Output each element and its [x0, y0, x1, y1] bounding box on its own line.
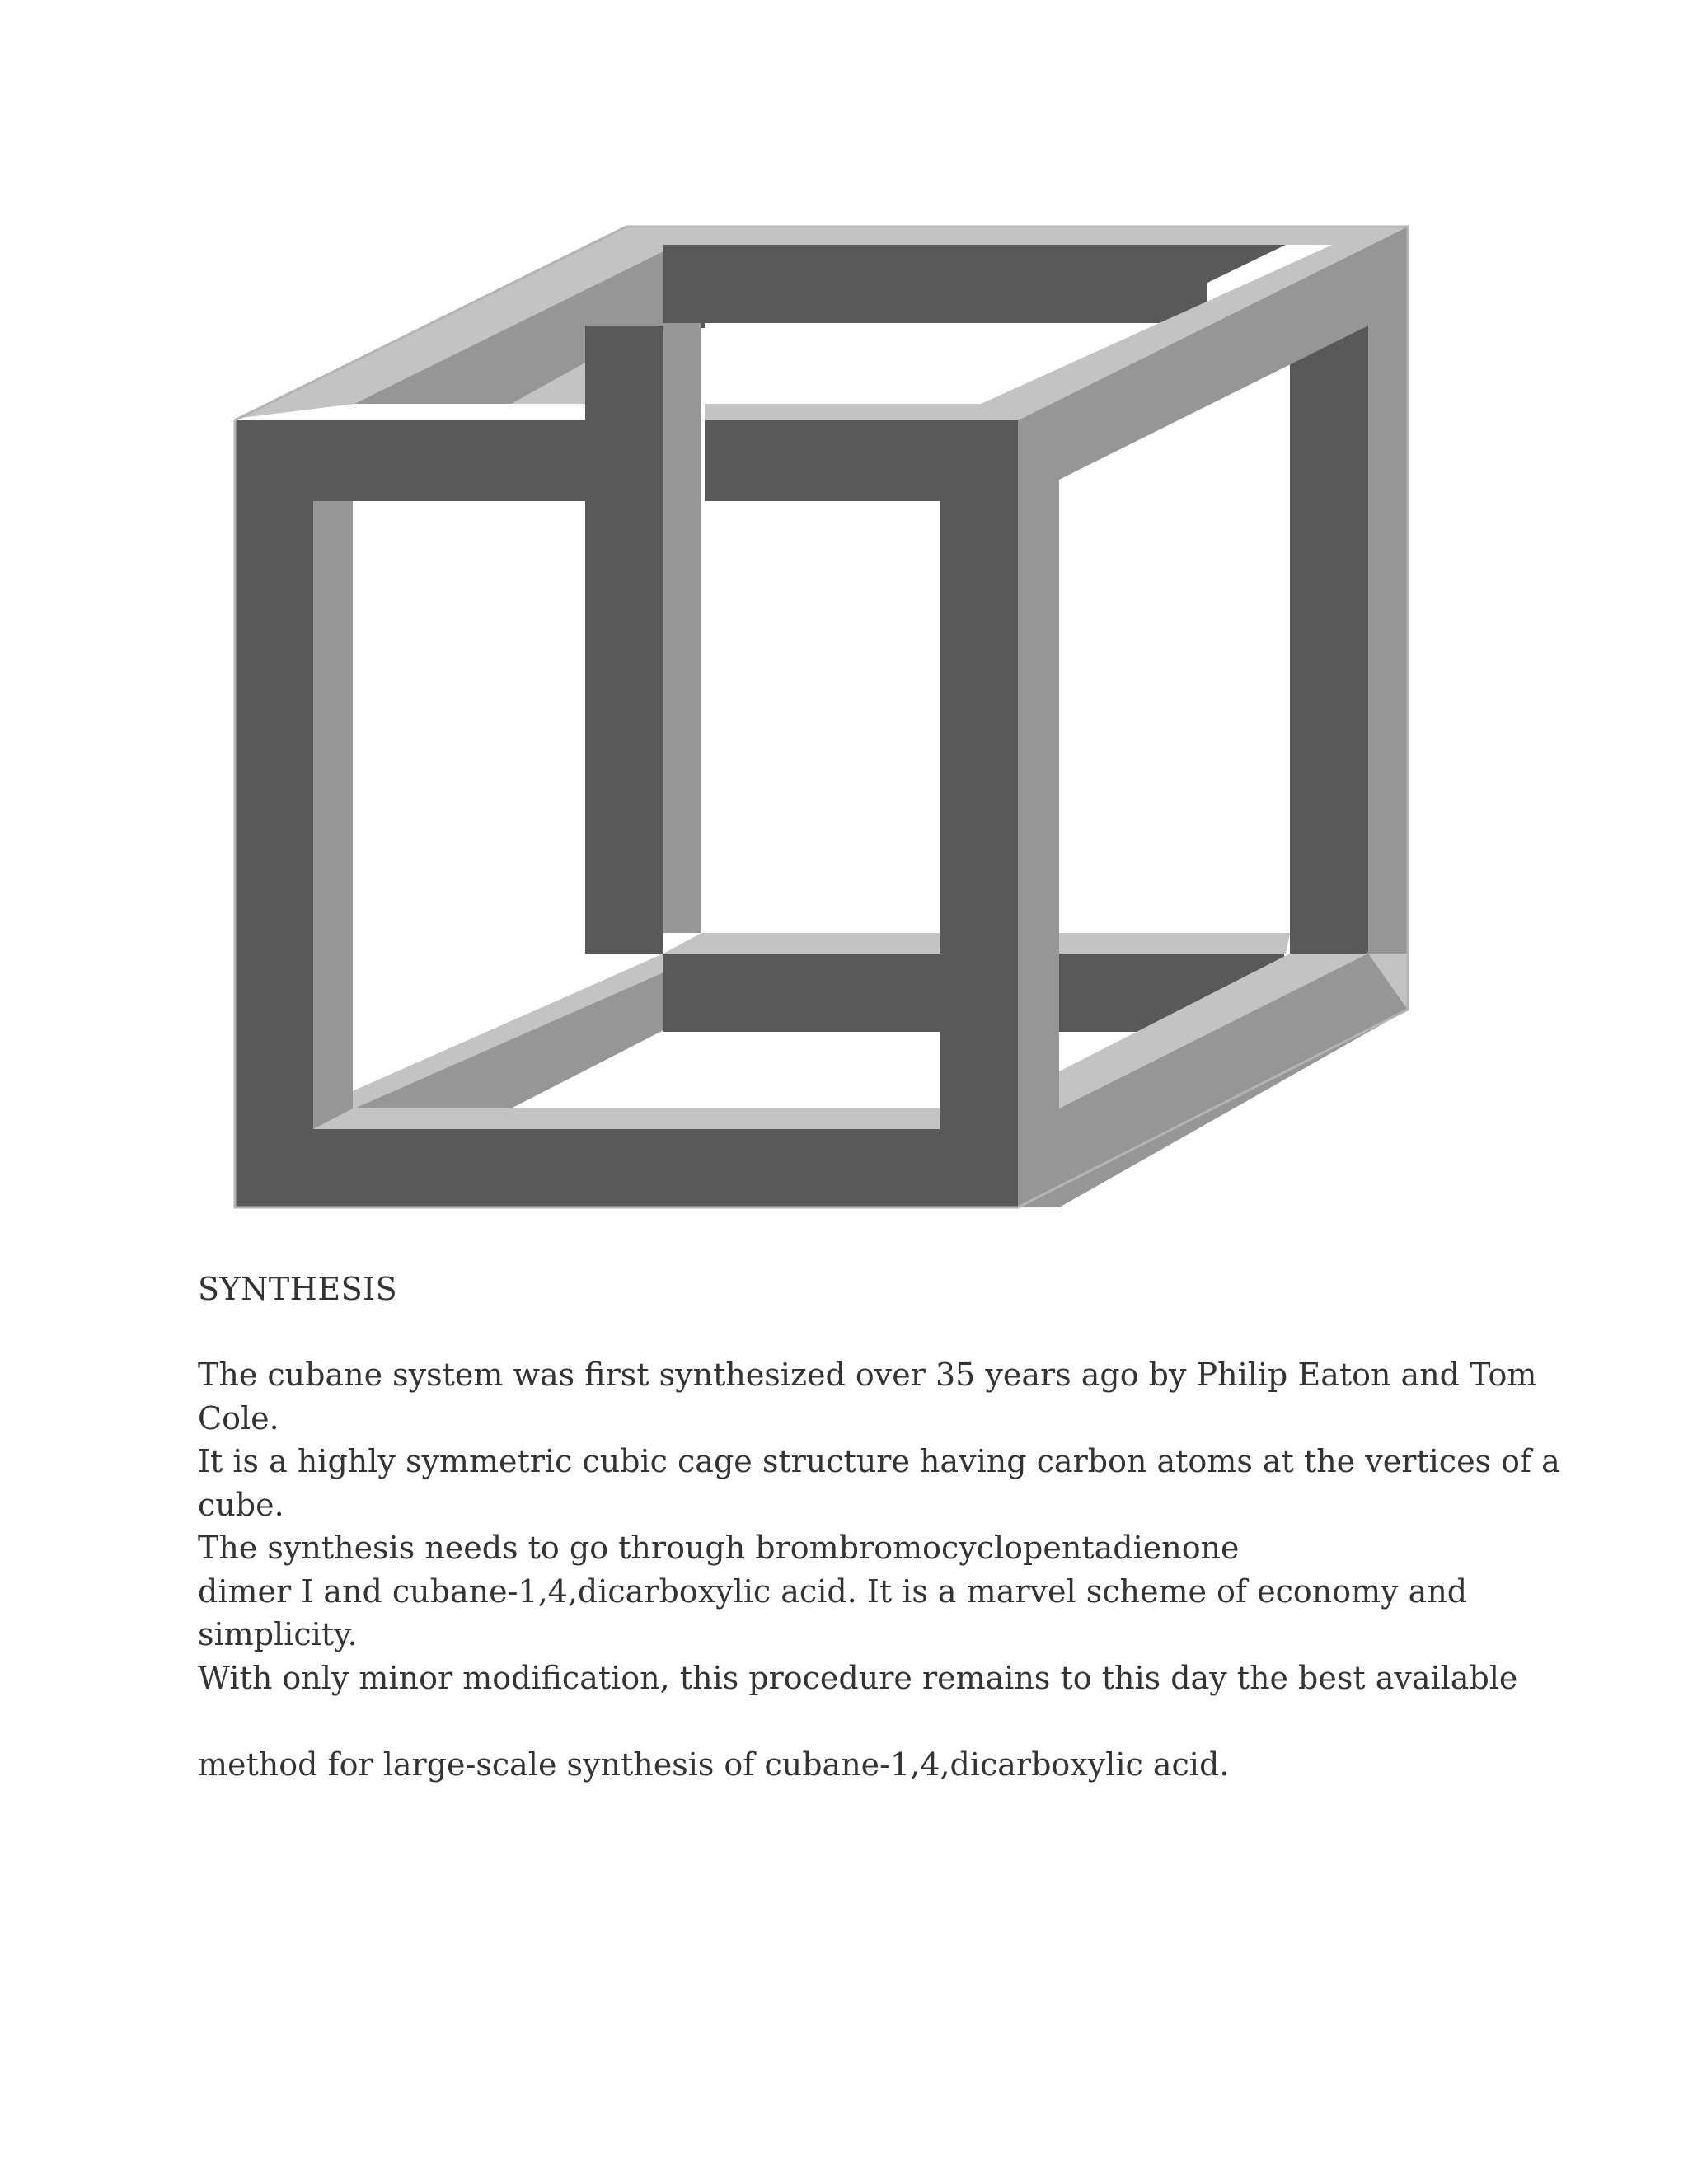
cube-back-right-post — [1290, 326, 1368, 954]
cube-back-bottom-ledge-right — [1053, 933, 1290, 954]
text-line: With only minor modification, this procedure remains to this day the best available — [198, 1659, 1518, 1696]
cube-top-front-ledge — [705, 404, 1022, 420]
text-line: The cubane system was first synthesized over 35 years ago by Philip Eaton and Tom — [198, 1357, 1537, 1393]
text-line: simplicity. — [198, 1616, 358, 1652]
text-line: The synthesis needs to go through brombromocyclopentadienone — [198, 1530, 1240, 1566]
text-line: It is a highly symmetric cubic cage structure having carbon atoms at the vertices of a — [198, 1443, 1560, 1479]
cube-back-bottom-bar — [663, 954, 940, 1032]
cube-bottom-left-diagonal-face — [354, 972, 663, 1108]
text-line: Cole. — [198, 1399, 279, 1436]
cube-back-left-post-face — [663, 323, 701, 933]
cube-front-right-face — [1018, 420, 1059, 1207]
section-heading: SYNTHESIS — [198, 1271, 398, 1307]
text-line: method for large-scale synthesis of cubane-1,4,dicarboxylic acid. — [198, 1746, 1230, 1783]
text-line: dimer I and cubane-1,4,dicarboxylic acid. It is a marvel scheme of economy and — [198, 1572, 1468, 1610]
blank-line — [198, 1699, 1451, 1743]
body-text — [198, 1353, 1560, 1786]
text-line: cube. — [198, 1486, 284, 1523]
cube-front-inner-left — [313, 501, 353, 1129]
cube-back-left-post — [585, 326, 663, 954]
cube-front-inner-bottom — [313, 1108, 940, 1129]
cube-back-bottom-ledge — [663, 933, 940, 954]
